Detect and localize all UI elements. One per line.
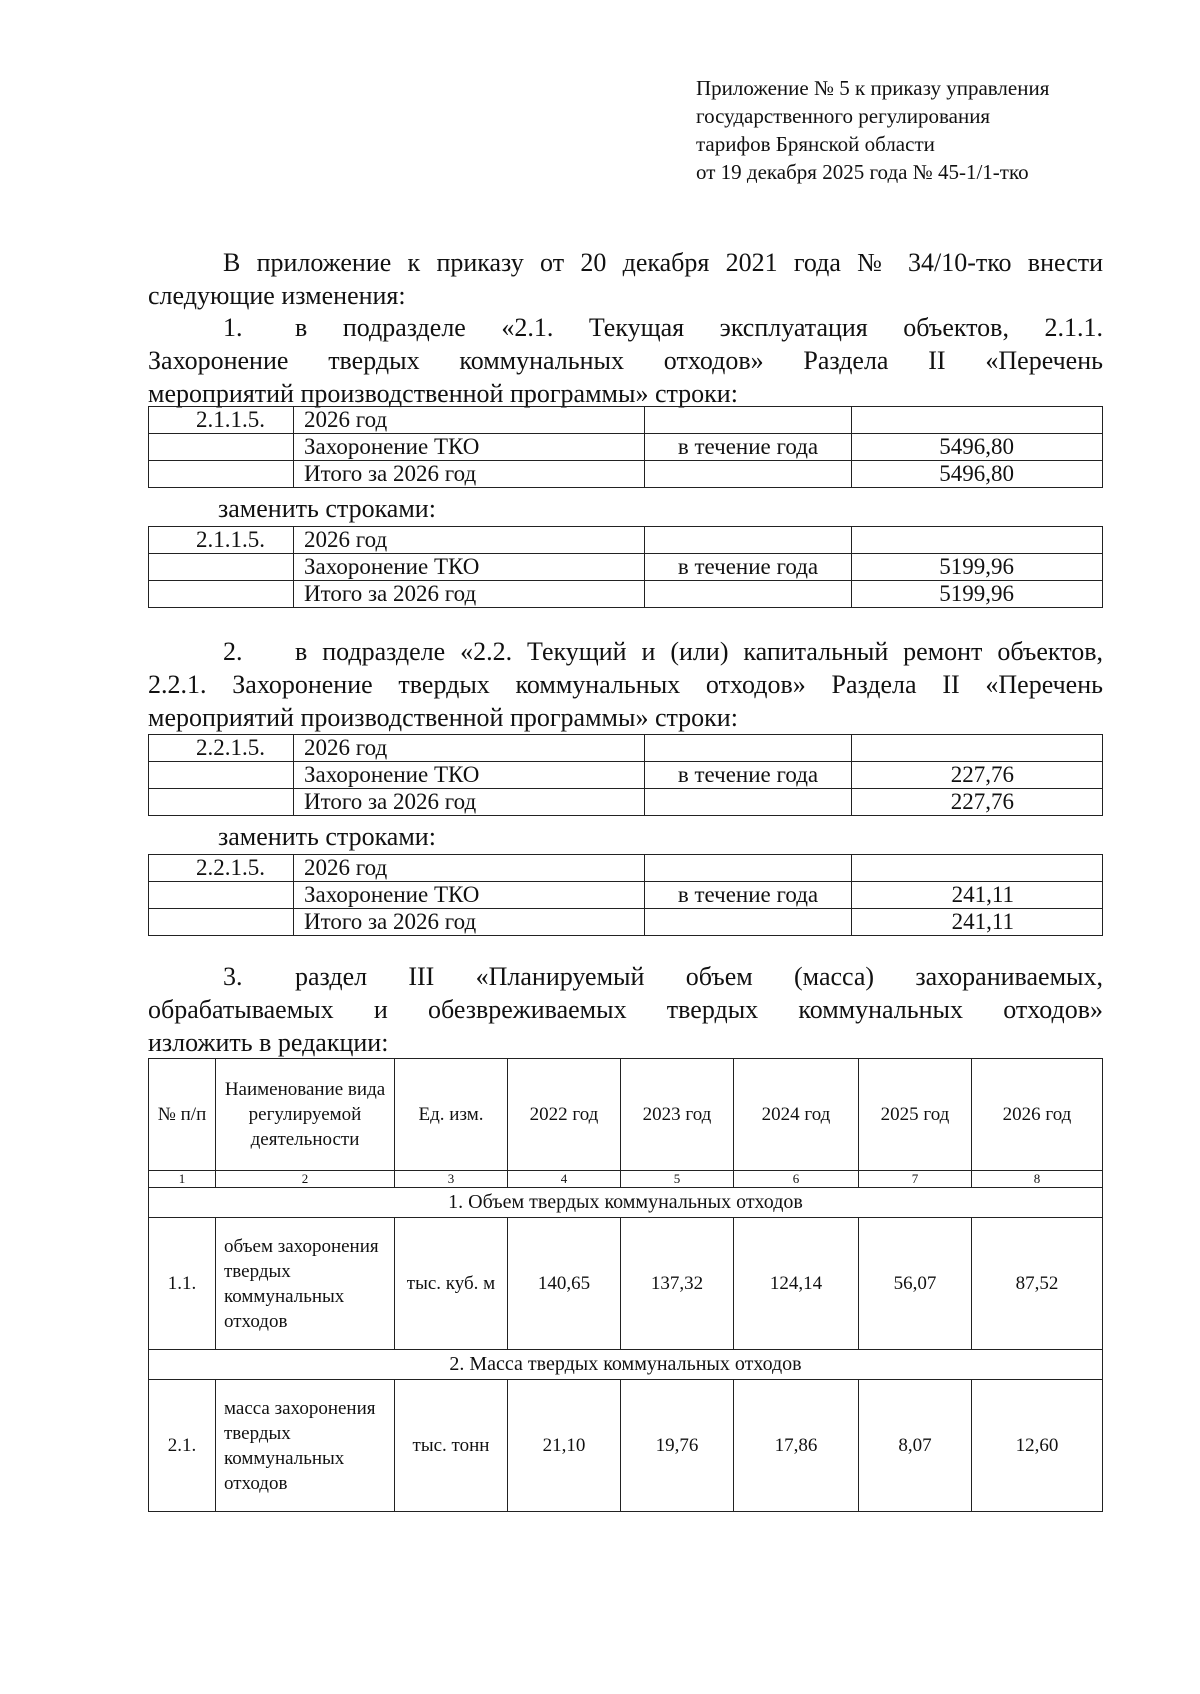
item2-new-table xyxy=(148,854,1103,936)
volume-table xyxy=(148,1058,1103,1512)
item3-line: обрабатываемых и обезвреживаемых твердых коммунальных отходов» xyxy=(148,995,1103,1024)
item2-replace-label: заменить строками: xyxy=(218,822,436,851)
table-cell xyxy=(149,581,294,608)
table-cell xyxy=(149,461,294,488)
table-header-row xyxy=(149,1059,1103,1171)
table-cell xyxy=(645,407,852,434)
table-cell xyxy=(645,789,852,816)
table-cell: 21,10 xyxy=(508,1380,621,1512)
table-row xyxy=(149,735,1103,762)
table-cell: 87,52 xyxy=(972,1218,1103,1350)
table-cell: 5496,80 xyxy=(852,434,1103,461)
appendix-header xyxy=(696,74,1049,186)
index-cell: 3 xyxy=(395,1171,508,1188)
table-cell: в течение года xyxy=(645,554,852,581)
table-row xyxy=(149,1218,1103,1350)
table-cell: в течение года xyxy=(645,762,852,789)
table-cell: 2026 год xyxy=(294,407,645,434)
table-cell: 2.1.1.5. xyxy=(149,527,294,554)
table-cell xyxy=(645,581,852,608)
table-cell: 2.1. xyxy=(149,1380,216,1512)
table-cell: 5199,96 xyxy=(852,554,1103,581)
table-cell xyxy=(852,855,1103,882)
table-cell: 2.2.1.5. xyxy=(149,855,294,882)
header-line: от 19 декабря 2025 года № 45-1/1-тко xyxy=(696,160,1029,184)
table-cell xyxy=(852,527,1103,554)
index-cell: 8 xyxy=(972,1171,1103,1188)
table-cell: масса захоронения твердых коммунальных отходов xyxy=(216,1380,395,1512)
item1-replace-label: заменить строками: xyxy=(218,494,436,523)
table-row xyxy=(149,1380,1103,1512)
item2-line: 2.2.1. Захоронение твердых коммунальных отходов» Раздела II «Перечень xyxy=(148,670,1103,699)
index-cell: 5 xyxy=(621,1171,734,1188)
table-cell: 241,11 xyxy=(852,882,1103,909)
item3-number: 3. xyxy=(223,962,243,991)
table-cell xyxy=(645,855,852,882)
table-cell: Итого за 2026 год xyxy=(294,461,645,488)
intro-paragraph xyxy=(148,246,1103,312)
table-row xyxy=(149,461,1103,488)
item3-line: изложить в редакции: xyxy=(148,1028,389,1057)
item1-paragraph xyxy=(148,311,1103,410)
table-cell: 2.1.1.5. xyxy=(149,407,294,434)
table-cell xyxy=(645,909,852,936)
header-cell: 2026 год xyxy=(972,1059,1103,1171)
header-line: тарифов Брянской области xyxy=(696,132,935,156)
table-cell: 2026 год xyxy=(294,735,645,762)
item1-number: 1. xyxy=(223,313,243,342)
table-cell: Итого за 2026 год xyxy=(294,909,645,936)
table-cell: Захоронение ТКО xyxy=(294,882,645,909)
table-cell xyxy=(645,461,852,488)
table-cell: 56,07 xyxy=(859,1218,972,1350)
table-cell xyxy=(852,735,1103,762)
table-row xyxy=(149,882,1103,909)
item2-old-table xyxy=(148,734,1103,816)
table-cell: Захоронение ТКО xyxy=(294,434,645,461)
header-cell: № п/п xyxy=(149,1059,216,1171)
table-cell: 5496,80 xyxy=(852,461,1103,488)
table-cell: 137,32 xyxy=(621,1218,734,1350)
section-row xyxy=(149,1350,1103,1380)
column-index-row xyxy=(149,1171,1103,1188)
header-cell: 2023 год xyxy=(621,1059,734,1171)
table-cell: тыс. тонн xyxy=(395,1380,508,1512)
table-row xyxy=(149,407,1103,434)
table-cell: 227,76 xyxy=(852,762,1103,789)
item1-line: мероприятий производственной программы» строки: xyxy=(148,379,738,408)
header-line: государственного регулирования xyxy=(696,104,991,128)
table-cell xyxy=(149,882,294,909)
table-cell xyxy=(149,789,294,816)
table-cell xyxy=(645,735,852,762)
item1-line: Захоронение твердых коммунальных отходов» Раздела II «Перечень xyxy=(148,346,1103,375)
table-cell xyxy=(852,407,1103,434)
table-row xyxy=(149,434,1103,461)
header-cell: 2025 год xyxy=(859,1059,972,1171)
item2-paragraph xyxy=(148,635,1103,734)
table-row xyxy=(149,581,1103,608)
item1-new-table xyxy=(148,526,1103,608)
table-cell: Итого за 2026 год xyxy=(294,789,645,816)
section-row xyxy=(149,1188,1103,1218)
table-cell: 19,76 xyxy=(621,1380,734,1512)
table-cell: 2.2.1.5. xyxy=(149,735,294,762)
item2-line: 2. в подразделе «2.2. Текущий и (или) капитальный ремонт объектов, xyxy=(223,637,1103,666)
table-cell: 8,07 xyxy=(859,1380,972,1512)
table-cell: 2026 год xyxy=(294,855,645,882)
table-cell xyxy=(149,554,294,581)
table-row xyxy=(149,762,1103,789)
index-cell: 2 xyxy=(216,1171,395,1188)
header-cell: Ед. изм. xyxy=(395,1059,508,1171)
table-row xyxy=(149,909,1103,936)
table-cell xyxy=(645,527,852,554)
intro-line: следующие изменения: xyxy=(148,281,406,310)
table-row xyxy=(149,855,1103,882)
intro-line: В приложение к приказу от 20 декабря 2021 года № 34/10-тко внести xyxy=(223,248,1103,277)
header-line: Приложение № 5 к приказу управления xyxy=(696,76,1050,100)
table-cell xyxy=(149,762,294,789)
index-cell: 1 xyxy=(149,1171,216,1188)
item2-line: мероприятий производственной программы» строки: xyxy=(148,703,738,732)
table-cell: 17,86 xyxy=(734,1380,859,1512)
table-row xyxy=(149,789,1103,816)
item2-number: 2. xyxy=(223,637,243,666)
table-cell: 12,60 xyxy=(972,1380,1103,1512)
header-cell: 2022 год xyxy=(508,1059,621,1171)
table-cell: в течение года xyxy=(645,434,852,461)
table-cell: Захоронение ТКО xyxy=(294,554,645,581)
table-cell: в течение года xyxy=(645,882,852,909)
table-cell: Итого за 2026 год xyxy=(294,581,645,608)
item1-old-table xyxy=(148,406,1103,488)
table-row xyxy=(149,527,1103,554)
table-cell: тыс. куб. м xyxy=(395,1218,508,1350)
index-cell: 4 xyxy=(508,1171,621,1188)
table-cell xyxy=(149,909,294,936)
item3-line: 3. раздел III «Планируемый объем (масса) захораниваемых, xyxy=(223,962,1103,991)
table-cell: 241,11 xyxy=(852,909,1103,936)
table-cell: 140,65 xyxy=(508,1218,621,1350)
table-cell: 5199,96 xyxy=(852,581,1103,608)
table-cell: 124,14 xyxy=(734,1218,859,1350)
index-cell: 7 xyxy=(859,1171,972,1188)
table-cell: 2026 год xyxy=(294,527,645,554)
item3-paragraph xyxy=(148,960,1103,1059)
section-title: 1. Объем твердых коммунальных отходов xyxy=(149,1188,1103,1218)
index-cell: 6 xyxy=(734,1171,859,1188)
header-cell: 2024 год xyxy=(734,1059,859,1171)
table-cell xyxy=(149,434,294,461)
table-cell: 1.1. xyxy=(149,1218,216,1350)
header-cell: Наименование вида регулируемой деятельности xyxy=(216,1059,395,1171)
table-cell: Захоронение ТКО xyxy=(294,762,645,789)
table-cell: 227,76 xyxy=(852,789,1103,816)
table-row xyxy=(149,554,1103,581)
table-cell: объем захоронения твердых коммунальных отходов xyxy=(216,1218,395,1350)
item1-line: 1. в подразделе «2.1. Текущая эксплуатация объектов, 2.1.1. xyxy=(223,313,1103,342)
section-title: 2. Масса твердых коммунальных отходов xyxy=(149,1350,1103,1380)
